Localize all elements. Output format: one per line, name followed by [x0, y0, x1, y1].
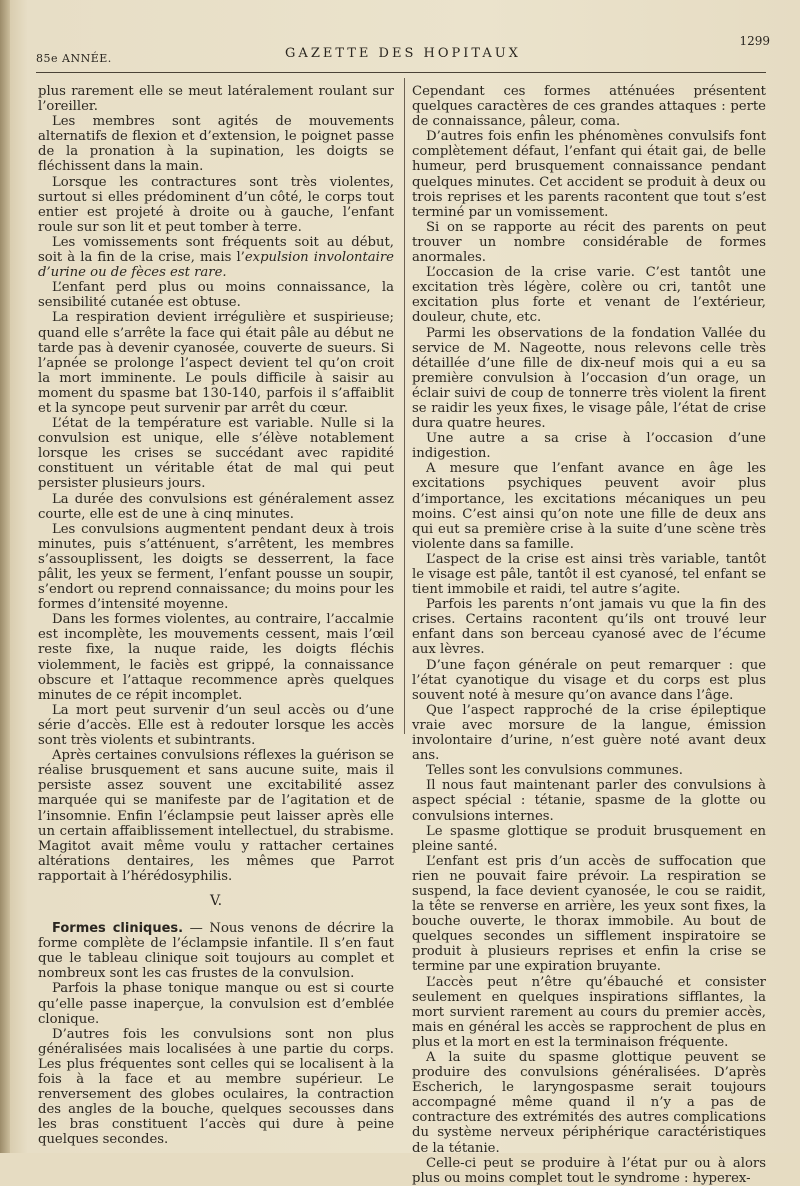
paragraph: Que l’aspect rapproché de la crise épileptique vraie avec morsure de la langue, émission involontaire d’urine, n’est guère noté avant deux ans. [412, 702, 766, 764]
paragraph: Cependant ces formes atténuées présentent quelques caractères de ces grandes attaques : perte de connaissance, pâleur, coma. [412, 84, 766, 130]
paragraph-text: — Nous venons de décrire la forme complète de l’éclampsie infantile. Il s’en faut que le tableau clinique soit toujours au complet et nombreux sont les cas frustes de la convulsion. [38, 921, 394, 982]
paragraph: Une autre a sa crise à l’occasion d’une indigestion. [412, 431, 766, 462]
page-number: 1299 [739, 34, 770, 48]
column-divider [404, 78, 405, 734]
binding-edge [0, 0, 10, 1153]
paragraph: Le spasme glottique se produit brusquement en pleine santé. [412, 823, 766, 854]
page-header [36, 34, 770, 70]
paragraph-text: Les vomissements sont fréquents soit au début, soit à la fin de la crise, mais l’ [38, 234, 394, 266]
paragraph: Parfois la phase tonique manque ou est si courte qu’elle passe inaperçue, la convulsion est d’emblée clonique. [38, 981, 394, 1027]
right-column [412, 84, 766, 1186]
section-number: V. [209, 892, 223, 909]
paragraph: plus rarement elle se meut latéralement roulant sur l’oreiller. [38, 84, 394, 115]
paragraph: D’une façon générale on peut remarquer : que l’état cyanotique du visage et du corps est plus souvent noté à mesure qu’on avance dans l’âge. [412, 657, 766, 703]
paragraph: Dans les formes violentes, au contraire, l’accalmie est incomplète, les mouvements cessent, mais l’œil reste fixe, la nuque raide, les doigts fléchis violemment, le faciès est grippé, la connaissance obscure et l’attaque recommence après quelques minutes de ce répit incomplet. [38, 612, 394, 703]
journal-title: GAZETTE DES HOPITAUX [285, 46, 521, 61]
paragraph: L’enfant est pris d’un accès de suffocation que rien ne pouvait faire prévoir. La respiration se suspend, la face devient cyanosée, le cou se raidit, la tête se renverse en arrière, les yeux sont fixes, la bouche ouverte, le thorax immobile. Au bout de quelques secondes un sifflement inspiratoire se produit à plusieurs reprises et enfin la crise se termine par une expiration bruyante. [412, 853, 766, 975]
paragraph: Celle-ci peut se produire à l’état pur ou à alors plus ou moins complet tout le syndrome : hyperex- [412, 1155, 766, 1186]
paragraph: L’occasion de la crise varie. C’est tantôt une excitation très légère, colère ou cri, tantôt une excitation plus forte et venant de l’extérieur, douleur, chute, etc. [412, 265, 766, 326]
paragraph: Lorsque les contractures sont très violentes, surtout si elles prédominent d’un côté, le corps tout entier est projeté à droite ou à gauche, l’enfant roule sur son lit et peut tomber à terre. [38, 174, 394, 235]
paragraph: La mort peut survenir d’un seul accès ou d’une série d’accès. Elle est à redouter lorsque les accès sont très violents et subintrants. [38, 702, 394, 749]
header-rule [36, 72, 766, 73]
paragraph [38, 921, 394, 981]
italic-text: expulsion involontaire d’urine ou de fèces est rare. [38, 250, 394, 281]
volume-year: 85e ANNÉE. [36, 52, 112, 65]
section-heading: Formes cliniques. [52, 921, 184, 937]
paragraph: La respiration devient irrégulière et suspirieuse; quand elle s’arrête la face qui était pâle au début ne tarde pas à devenir cyanosée, couverte de sueurs. Si l’apnée se prolonge l’aspect devient tel qu’on croit la mort imminente. Le pouls difficile à saisir au moment du spasme bat 130-140, parfois il s’affaiblit et la syncope peut survenir par arrêt du cœur. [38, 310, 394, 416]
paragraph: L’aspect de la crise est ainsi très variable, tantôt le visage est pâle, tantôt il est cyanosé, tel enfant se tient immobile et raidi, tel autre s’agite. [412, 551, 766, 598]
paragraph: Si on se rapporte au récit des parents on peut trouver un nombre considérable de formes anormales. [412, 219, 766, 266]
paragraph: L’accès peut n’être qu’ébauché et consister seulement en quelques inspirations sifflantes, la mort survient rarement au cours du premier accès, mais en général les accès se rapprochent de plus en plus et la mort en est la terminaison fréquente. [412, 974, 766, 1050]
left-column [38, 84, 394, 1147]
paragraph: A la suite du spasme glottique peuvent se produire des convulsions généralisées. D’après Escherich, le laryngospasme serait toujours accompagné même quand il n’y a pas de contracture des extrémités des autres complications du système nerveux périphérique caractéristiques de la tétanie. [412, 1050, 766, 1156]
paragraph: D’autres fois les convulsions sont non plus généralisées mais localisées à une partie du corps. Les plus fréquentes sont celles qui se localisent à la fois à la face et au membre supérieur. Le renversement des globes oculaires, la contraction des angles de la bouche, quelques secousses dans les bras constituent l’accès qui dure à peine quelques secondes. [38, 1026, 394, 1148]
paragraph: L’enfant perd plus ou moins connaissance, la sensibilité cutanée est obtuse. [38, 280, 394, 311]
paragraph: Les convulsions augmentent pendant deux à trois minutes, puis s’atténuent, s’arrêtent, les membres s’assouplissent, les doigts se desserrent, la face pâlit, les yeux se ferment, l’enfant pousse un soupir, s’endort ou reprend connaissance; du moins pour les formes d’intensité moyenne. [38, 521, 394, 613]
paragraph: L’état de la température est variable. Nulle si la convulsion est unique, elle s’élève notablement lorsque les crises se succédant avec rapidité constituent un véritable état de mal qui peut persister plusieurs jours. [38, 416, 394, 492]
paragraph: A mesure que l’enfant avance en âge les excitations psychiques peuvent avoir plus d’importance, les excitations mécaniques un peu moins. C’est ainsi qu’on note une fille de deux ans qui eut sa première crise à la suite d’une scène très violente dans sa famille. [412, 461, 766, 552]
paragraph [38, 235, 394, 280]
paragraph: D’autres fois enfin les phénomènes convulsifs font complètement défaut, l’enfant qui était gai, de belle humeur, perd brusquement connaissance pendant quelques minutes. Cet accident se produit à deux ou trois reprises et les parents racontent que tout s’est terminé par un vomissement. [412, 129, 766, 220]
paragraph: Telles sont les convulsions communes. [426, 763, 683, 779]
paragraph: Les membres sont agités de mouvements alternatifs de flexion et d’extension, le poignet passe de la pronation à la supination, les doigts se fléchissent dans la main. [38, 114, 394, 175]
paragraph: Il nous faut maintenant parler des convulsions à aspect spécial : tétanie, spasme de la glotte ou convulsions internes. [412, 778, 766, 824]
paragraph: Parfois les parents n’ont jamais vu que la fin des crises. Certains racontent qu’ils ont trouvé leur enfant dans son berceau cyanosé avec de l’écume aux lèvres. [412, 597, 766, 658]
paragraph: La durée des convulsions est généralement assez courte, elle est de une à cinq minutes. [38, 491, 394, 522]
paragraph: Parmi les observations de la fondation Vallée du service de M. Nageotte, nous relevons celle très détaillée d’une fille de dix-neuf mois qui a eu sa première convulsion à l’occasion d’un orage, un éclair suivi de coup de tonnerre très violent la firent se raidir les yeux fixes, le visage pâle, l’état de crise dura quatre heures. [412, 325, 766, 432]
paragraph: Après certaines convulsions réflexes la guérison se réalise brusquement et sans aucune suite, mais il persiste assez souvent une excitabilité assez marquée qui se manifeste par de l’agitation et de l’insomnie. Enfin l’éclampsie peut laisser après elle un certain affaiblissement intellectuel, du strabisme. Magitot avait même voulu y rattacher certaines altérations dentaires, les mêmes que Parrot rapportait à l’hérédosyphilis. [38, 748, 394, 884]
